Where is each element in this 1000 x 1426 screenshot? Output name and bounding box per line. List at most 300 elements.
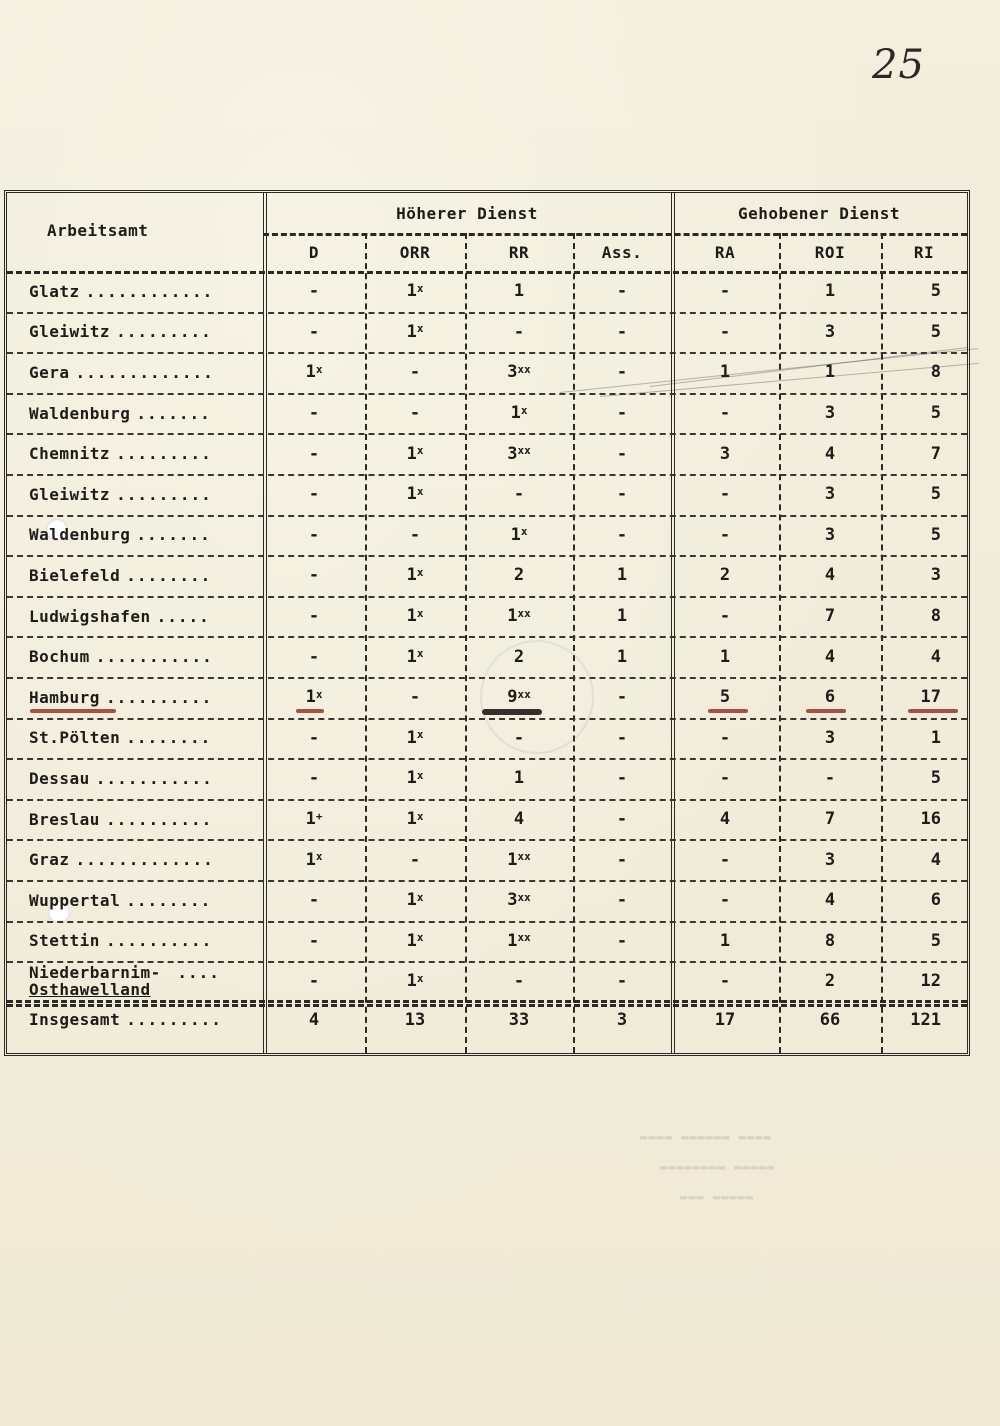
cell-value: 1: [305, 809, 316, 830]
table-cell-rr: [465, 880, 573, 921]
leader-dots: ..........: [105, 687, 213, 707]
cell-value: 1: [406, 321, 417, 342]
arbeitsamt-name-text: Stettin: [29, 931, 100, 951]
cell-footnote-mark: x: [416, 971, 424, 985]
arbeitsamt-name: [7, 718, 263, 759]
table-cell-d: [263, 799, 365, 840]
leader-dots: .......: [136, 525, 211, 545]
cell-value: 1: [507, 930, 518, 951]
cell-value: 4: [719, 809, 731, 830]
table-cell-ri: [881, 636, 967, 677]
table-cell-d: [263, 474, 365, 515]
arbeitsamt-name: [7, 961, 263, 1002]
arbeitsamt-name: [7, 312, 263, 353]
cell-value: 7: [824, 809, 836, 830]
cell-footnote-mark: x: [416, 484, 424, 498]
table-cell-d: [263, 880, 365, 921]
table-cell-ra: [671, 474, 779, 515]
cell-value: 16: [920, 809, 941, 830]
cell-footnote-mark: xx: [517, 444, 531, 458]
total-cell-ri: 121: [910, 1009, 941, 1030]
cell-value: -: [616, 403, 628, 424]
table-cell-ri: [881, 758, 967, 799]
arbeitsamt-name-text: Dessau: [29, 768, 90, 788]
cell-footnote-mark: x: [315, 362, 323, 376]
table-cell-d: [263, 312, 365, 353]
red-pencil-underline: [908, 709, 958, 713]
table-cell-ra: [671, 880, 779, 921]
table-cell-roi: [779, 718, 881, 759]
cell-footnote-mark: xx: [517, 850, 531, 864]
column-header-orr: ORR: [399, 242, 431, 262]
table-cell-rr: [465, 352, 573, 393]
cell-footnote-mark: x: [315, 850, 323, 864]
hoeherer-dienst-header: Höherer Dienst: [396, 203, 538, 223]
cell-value: -: [308, 321, 320, 342]
table-cell-d: [263, 839, 365, 880]
table-cell-roi: [779, 555, 881, 596]
arbeitsamt-name: [7, 393, 263, 434]
table-cell-ra: [671, 433, 779, 474]
table-cell-roi: [779, 961, 881, 1002]
arbeitsamt-name: [7, 596, 263, 637]
cell-value: 1: [305, 362, 316, 383]
cell-value: -: [308, 443, 320, 464]
cell-value: 3: [507, 443, 518, 464]
staff-table: [4, 190, 970, 1056]
bleed-through-mark: ▬▬▬ ▬▬▬▬▬: [680, 1190, 755, 1204]
table-cell-roi: [779, 799, 881, 840]
table-cell-ri: [881, 921, 967, 962]
cell-value: 1: [616, 646, 628, 667]
cell-value: 1: [406, 606, 417, 627]
cell-value: 1: [719, 930, 731, 951]
column-header-roi: ROI: [814, 242, 846, 262]
table-cell-roi: [779, 393, 881, 434]
table-cell-rr: [465, 839, 573, 880]
cell-value: -: [616, 768, 628, 789]
table-cell-ra: [671, 961, 779, 1002]
leader-dots: .............: [75, 850, 214, 870]
arbeitsamt-name: [7, 880, 263, 921]
table-cell-ra: [671, 718, 779, 759]
arbeitsamt-name: [7, 433, 263, 474]
cell-value: 3: [824, 849, 836, 870]
table-cell-roi: [779, 271, 881, 312]
cell-value: -: [719, 768, 731, 789]
table-cell-roi: [779, 596, 881, 637]
table-cell-d: [263, 271, 365, 312]
table-cell-roi: [779, 636, 881, 677]
cell-value: -: [308, 930, 320, 951]
cell-value: 1: [406, 890, 417, 911]
arbeitsamt-name-text: Bochum: [29, 647, 90, 667]
cell-value: -: [616, 362, 628, 383]
table-cell-d: [263, 636, 365, 677]
arbeitsamt-name-text: Wuppertal: [29, 890, 121, 910]
table-cell-ri: [881, 312, 967, 353]
table-cell-roi: [779, 758, 881, 799]
leader-dots: .......: [136, 403, 211, 423]
cell-value: -: [616, 524, 628, 545]
cell-value: -: [308, 403, 320, 424]
cell-value: 5: [930, 768, 941, 789]
table-cell-d: [263, 555, 365, 596]
column-header-ri: RI: [913, 242, 935, 262]
cell-footnote-mark: x: [416, 606, 424, 620]
column-header-ass: Ass.: [601, 242, 643, 262]
table-cell-ri: [881, 596, 967, 637]
column-header-d: D: [308, 242, 320, 262]
table-cell-orr: [365, 799, 465, 840]
table-cell-ri: [881, 515, 967, 556]
cell-value: 4: [824, 646, 836, 667]
cell-value: 17: [920, 687, 941, 708]
arbeitsamt-name: [7, 555, 263, 596]
table-cell-roi: [779, 312, 881, 353]
table-cell-d: [263, 758, 365, 799]
table-cell-ass: [573, 271, 671, 312]
cell-value: 1: [930, 727, 941, 748]
cell-value: -: [616, 890, 628, 911]
table-cell-ass: [573, 718, 671, 759]
table-cell-d: [263, 433, 365, 474]
arbeitsamt-name-text: Breslau: [29, 809, 100, 829]
cell-value: 3: [824, 321, 836, 342]
cell-value: -: [513, 971, 525, 992]
cell-value: 1: [406, 809, 417, 830]
leader-dots: ..........: [105, 931, 213, 951]
cell-value: 3: [824, 524, 836, 545]
cell-value: 4: [513, 809, 525, 830]
cell-value: 3: [824, 484, 836, 505]
cell-value: -: [616, 930, 628, 951]
table-cell-roi: [779, 921, 881, 962]
cell-value: -: [719, 606, 731, 627]
arbeitsamt-name-text: Ludwigshafen: [29, 606, 151, 626]
arbeitsamt-name: [7, 758, 263, 799]
table-cell-roi: [779, 515, 881, 556]
cell-value: 1: [824, 362, 836, 383]
cell-value: 6: [930, 890, 941, 911]
cell-value: -: [616, 849, 628, 870]
cell-value: 4: [824, 890, 836, 911]
table-cell-ri: [881, 271, 967, 312]
arbeitsamt-name-text: Gleiwitz: [29, 484, 111, 504]
table-cell-orr: [365, 961, 465, 1002]
arbeitsamt-name: [7, 636, 263, 677]
cell-value: -: [824, 768, 836, 789]
cell-value: 3: [719, 443, 731, 464]
cell-value: -: [719, 727, 731, 748]
cell-value: -: [719, 971, 731, 992]
cell-footnote-mark: xx: [517, 362, 531, 376]
cell-value: -: [409, 362, 421, 383]
cell-value: 8: [930, 606, 941, 627]
cell-value: 4: [930, 849, 941, 870]
cell-value: -: [409, 403, 421, 424]
arbeitsamt-name: [7, 921, 263, 962]
cell-value: 1: [406, 484, 417, 505]
arbeitsamt-name-first-line: [29, 964, 220, 981]
cell-value: 1: [719, 362, 731, 383]
table-cell-ri: [881, 718, 967, 759]
table-cell-ass: [573, 474, 671, 515]
cell-value: -: [719, 849, 731, 870]
cell-value: 1: [616, 606, 628, 627]
table-cell-ass: [573, 758, 671, 799]
red-pencil-underline: [30, 709, 116, 713]
cell-value: -: [719, 321, 731, 342]
cell-value: -: [616, 971, 628, 992]
table-cell-ri: [881, 393, 967, 434]
cell-footnote-mark: +: [315, 809, 323, 823]
arbeitsamt-name: [7, 352, 263, 393]
table-cell-roi: [779, 839, 881, 880]
total-cell-d: 4: [308, 1009, 320, 1030]
table-cell-ra: [671, 515, 779, 556]
table-cell-orr: [365, 393, 465, 434]
table-cell-orr: [365, 921, 465, 962]
table-cell-rr: [465, 312, 573, 353]
cell-value: 5: [930, 281, 941, 302]
table-cell-d: [263, 352, 365, 393]
table-cell-rr: [465, 271, 573, 312]
table-cell-ass: [573, 555, 671, 596]
table-cell-orr: [365, 555, 465, 596]
cell-value: -: [308, 281, 320, 302]
table-cell-orr: [365, 271, 465, 312]
arbeitsamt-name-text: Graz: [29, 850, 70, 870]
cell-value: 9: [507, 687, 518, 708]
cell-value: 5: [930, 403, 941, 424]
table-cell-d: [263, 961, 365, 1002]
arbeitsamt-name: [7, 799, 263, 840]
arbeitsamt-name-text: Chemnitz: [29, 444, 111, 464]
cell-footnote-mark: x: [520, 403, 528, 417]
arbeitsamt-name-text: St.Pölten: [29, 728, 121, 748]
cell-value: 5: [930, 484, 941, 505]
arbeitsamt-name-line1: Niederbarnim-: [29, 963, 161, 983]
cell-value: 4: [824, 565, 836, 586]
cell-value: -: [308, 768, 320, 789]
cell-footnote-mark: x: [416, 322, 424, 336]
arbeitsamt-name-text: Hamburg: [29, 687, 100, 707]
table-cell-ra: [671, 758, 779, 799]
cell-value: 1: [406, 565, 417, 586]
arbeitsamt-name-text: Waldenburg: [29, 403, 131, 423]
cell-value: -: [409, 687, 421, 708]
cell-value: 5: [930, 524, 941, 545]
table-cell-orr: [365, 758, 465, 799]
leader-dots: ...........: [95, 768, 213, 788]
leader-dots: ..........: [105, 809, 213, 829]
table-cell-rr: [465, 921, 573, 962]
cell-footnote-mark: x: [416, 565, 424, 579]
black-marker-underline: [482, 709, 542, 715]
table-cell-rr: [465, 961, 573, 1002]
leader-dots: ............: [85, 281, 214, 301]
bleed-through-mark: ▬▬▬▬▬▬▬▬ ▬▬▬▬▬: [660, 1160, 776, 1174]
leader-dots: .....: [156, 606, 210, 626]
cell-value: -: [308, 971, 320, 992]
table-cell-ass: [573, 880, 671, 921]
table-cell-ass: [573, 312, 671, 353]
cell-footnote-mark: x: [520, 525, 528, 539]
cell-value: 1: [406, 971, 417, 992]
table-cell-orr: [365, 433, 465, 474]
table-cell-roi: [779, 474, 881, 515]
table-cell-ass: [573, 596, 671, 637]
cell-value: 1: [406, 281, 417, 302]
cell-value: -: [513, 484, 525, 505]
table-cell-ra: [671, 839, 779, 880]
cell-value: 1: [510, 524, 521, 545]
red-pencil-underline: [806, 709, 846, 713]
leader-dots: .........: [116, 322, 212, 342]
arbeitsamt-name: [7, 271, 263, 312]
cell-value: -: [719, 524, 731, 545]
cell-footnote-mark: xx: [517, 931, 531, 945]
cell-value: -: [308, 727, 320, 748]
cell-value: -: [719, 890, 731, 911]
leader-dots: ........: [126, 890, 212, 910]
red-pencil-underline: [296, 709, 324, 713]
cell-value: 1: [719, 646, 731, 667]
cell-value: 1: [510, 403, 521, 424]
leader-dots: ...........: [95, 647, 213, 667]
cell-value: 8: [824, 930, 836, 951]
table-cell-roi: [779, 880, 881, 921]
cell-footnote-mark: x: [416, 768, 424, 782]
cell-value: -: [308, 606, 320, 627]
total-cell-ass: 3: [616, 1009, 628, 1030]
cell-value: -: [513, 727, 525, 748]
cell-footnote-mark: xx: [517, 687, 531, 701]
page-number: 25: [872, 42, 925, 88]
table-cell-d: [263, 718, 365, 759]
table-cell-orr: [365, 677, 465, 718]
table-cell-ass: [573, 352, 671, 393]
cell-value: 4: [930, 646, 941, 667]
leader-dots: .........: [116, 484, 212, 504]
table-cell-orr: [365, 474, 465, 515]
table-cell-rr: [465, 474, 573, 515]
table-cell-ass: [573, 433, 671, 474]
leader-dots: .........: [126, 1010, 222, 1030]
cell-value: 3: [507, 890, 518, 911]
cell-value: -: [616, 321, 628, 342]
table-cell-rr: [465, 515, 573, 556]
table-cell-ra: [671, 636, 779, 677]
column-header-ra: RA: [714, 242, 736, 262]
table-cell-rr: [465, 393, 573, 434]
table-cell-rr: [465, 799, 573, 840]
cell-value: 2: [513, 646, 525, 667]
bleed-through-mark: ▬▬▬▬ ▬▬▬▬▬▬ ▬▬▬▬: [640, 1130, 772, 1144]
cell-value: 1: [507, 849, 518, 870]
table-cell-ra: [671, 921, 779, 962]
table-cell-d: [263, 515, 365, 556]
cell-value: -: [616, 727, 628, 748]
table-cell-ri: [881, 433, 967, 474]
cell-value: 3: [930, 565, 941, 586]
cell-footnote-mark: xx: [517, 606, 531, 620]
table-cell-rr: [465, 758, 573, 799]
arbeitsamt-name: [7, 515, 263, 556]
cell-footnote-mark: x: [416, 281, 424, 295]
cell-value: 12: [920, 971, 941, 992]
table-cell-d: [263, 393, 365, 434]
cell-footnote-mark: x: [416, 931, 424, 945]
cell-value: 2: [513, 565, 525, 586]
table-cell-ra: [671, 799, 779, 840]
table-cell-ra: [671, 393, 779, 434]
table-cell-ra: [671, 596, 779, 637]
cell-value: 1: [513, 768, 525, 789]
table-cell-ass: [573, 515, 671, 556]
table-cell-ra: [671, 555, 779, 596]
table-cell-rr: [465, 596, 573, 637]
cell-value: 1: [406, 768, 417, 789]
cell-value: 4: [824, 443, 836, 464]
cell-footnote-mark: xx: [517, 890, 531, 904]
table-cell-rr: [465, 433, 573, 474]
leader-dots: ....: [166, 963, 220, 983]
table-cell-orr: [365, 352, 465, 393]
faint-stamp: [480, 640, 594, 754]
arbeitsamt-name-line2: Osthawelland: [29, 980, 151, 1000]
table-cell-orr: [365, 880, 465, 921]
column-header-rr: RR: [508, 242, 530, 262]
cell-value: 2: [719, 565, 731, 586]
table-cell-ass: [573, 839, 671, 880]
table-cell-ri: [881, 474, 967, 515]
arbeitsamt-name-text: Glatz: [29, 281, 80, 301]
cell-value: 3: [824, 727, 836, 748]
arbeitsamt-name: [7, 839, 263, 880]
cell-value: -: [308, 890, 320, 911]
cell-value: -: [719, 403, 731, 424]
table-cell-ri: [881, 352, 967, 393]
cell-value: -: [513, 321, 525, 342]
leader-dots: .............: [75, 362, 214, 382]
cell-value: -: [719, 484, 731, 505]
arbeitsamt-name-text: Gera: [29, 362, 70, 382]
arbeitsamt-name-text: Waldenburg: [29, 525, 131, 545]
cell-value: 7: [824, 606, 836, 627]
cell-value: 5: [719, 687, 731, 708]
cell-footnote-mark: x: [416, 647, 424, 661]
table-cell-orr: [365, 515, 465, 556]
cell-value: -: [308, 646, 320, 667]
table-cell-roi: [779, 433, 881, 474]
cell-value: 3: [824, 403, 836, 424]
table-cell-ri: [881, 880, 967, 921]
table-cell-ri: [881, 839, 967, 880]
cell-value: 1: [305, 687, 316, 708]
cell-value: 1: [507, 606, 518, 627]
cell-value: 5: [930, 321, 941, 342]
total-cell-rr: 33: [508, 1009, 530, 1030]
table-cell-ri: [881, 555, 967, 596]
total-label-text: Insgesamt: [29, 1010, 121, 1030]
table-cell-ass: [573, 799, 671, 840]
cell-value: -: [409, 524, 421, 545]
table-cell-ri: [881, 799, 967, 840]
arbeitsamt-header: Arbeitsamt: [47, 221, 149, 240]
cell-footnote-mark: x: [416, 728, 424, 742]
